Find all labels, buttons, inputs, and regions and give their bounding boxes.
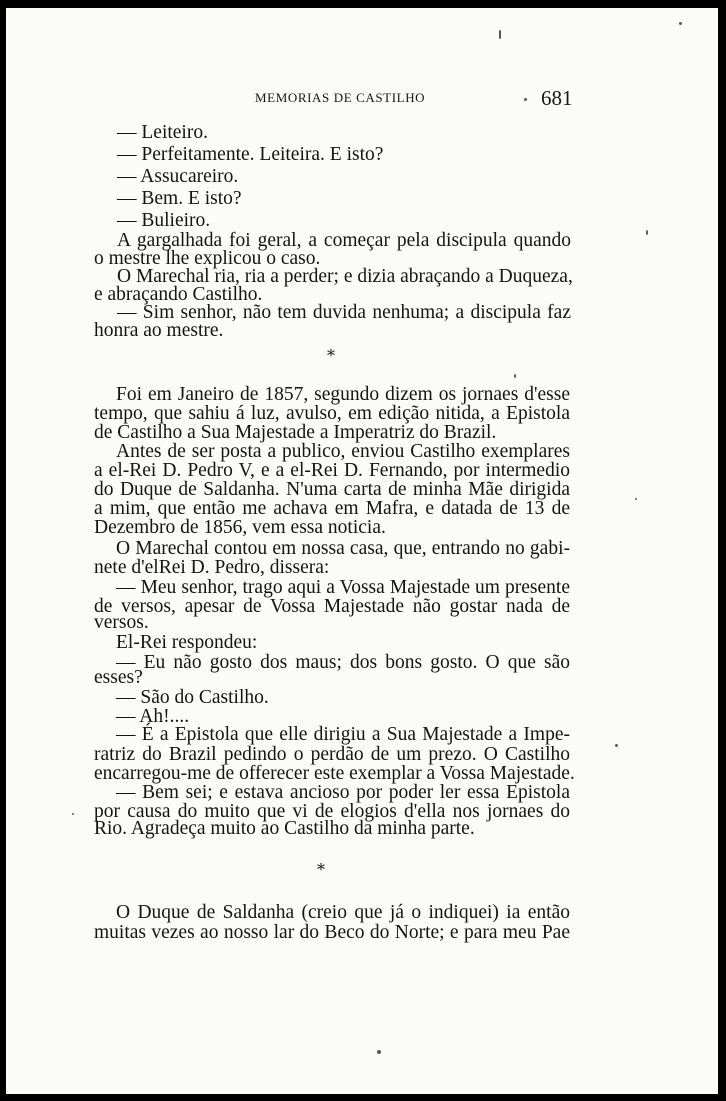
- text-line: — São do Castilho.: [116, 687, 269, 708]
- text-line: versos.: [94, 612, 149, 633]
- scan-mark: [524, 98, 527, 101]
- text-line: O Marechal ria, ria a perder; e dizia abraçando a Duqueza,: [117, 266, 573, 287]
- page-number: 681: [541, 86, 573, 110]
- scan-mark: [615, 744, 618, 747]
- text-line: Dezembro de 1856, vem essa noticia.: [94, 517, 386, 538]
- text-line: — É a Epistola que elle dirigiu a Sua Majestade a Impe-: [116, 724, 570, 745]
- text-line: — Leiteiro.: [117, 122, 208, 143]
- text-line: — Sim senhor, não tem duvida nenhuma; a discipula faz: [117, 302, 571, 323]
- text-line: Rio. Agradeça muito ao Castilho da minha parte.: [94, 818, 475, 839]
- text-line: — Meu senhor, trago aqui a Vossa Majestade um presente: [116, 577, 570, 598]
- scan-mark: [514, 374, 516, 378]
- text-line: — Eu não gosto dos maus; dos bons gosto. O que são: [116, 652, 570, 673]
- text-line: esses?: [94, 667, 143, 688]
- text-line: tempo, que sahiu á luz, avulso, em edição nitida, a Epistola: [94, 403, 570, 424]
- scan-mark: [72, 813, 74, 815]
- scan-mark: [646, 230, 648, 235]
- text-line: Foi em Janeiro de 1857, segundo dizem os jornaes d'esse: [116, 384, 570, 405]
- section-separator: *: [327, 346, 335, 365]
- text-line: O Marechal contou em nossa casa, que, entrando no gabi-: [116, 538, 570, 559]
- text-line: nete d'elRei D. Pedro, dissera:: [94, 557, 330, 578]
- text-line: encarregou-me de offerecer este exemplar a Vossa Majestade.: [94, 763, 575, 784]
- scan-mark: [635, 498, 637, 500]
- page-header: [6, 88, 718, 110]
- scan-mark: [377, 1050, 381, 1054]
- text-line: — Bem. E isto?: [117, 188, 242, 209]
- text-line: de Castilho a Sua Majestade a Imperatriz do Brazil.: [94, 422, 497, 443]
- scan-mark: [679, 22, 682, 25]
- book-page: [6, 8, 718, 1094]
- text-line: muitas vezes ao nosso lar do Beco do Norte; e para meu Pae: [94, 922, 570, 943]
- text-line: A gargalhada foi geral, a começar pela discipula quando: [117, 230, 571, 251]
- text-line: Antes de ser posta a publico, enviou Castilho exemplares: [116, 441, 570, 462]
- text-line: ratriz do Brazil pedindo o perdão de um prezo. O Castilho: [94, 744, 570, 765]
- text-line: do Duque de Saldanha. N'uma carta de minha Mãe dirigida: [94, 479, 570, 500]
- text-line: de versos, apesar de Vossa Majestade não gostar nada de: [94, 596, 570, 617]
- text-line: — Bulieiro.: [117, 210, 211, 231]
- text-line: — Perfeitamente. Leiteira. E isto?: [117, 144, 384, 165]
- text-line: — Ah!....: [116, 706, 190, 727]
- text-line: o mestre lhe explicou o caso.: [94, 248, 321, 269]
- text-line: e abraçando Castilho.: [94, 284, 263, 305]
- text-line: a mim, que então me achava em Mafra, e datada de 13 de: [94, 498, 570, 519]
- text-line: — Assucareiro.: [117, 166, 239, 187]
- text-line: — Bem sei; e estava ancioso por poder ler essa Epistola: [116, 782, 570, 803]
- text-line: O Duque de Saldanha (creio que já o indiquei) ia então: [116, 902, 570, 923]
- text-line: por causa do muito que vi de elogios d'ella nos jornaes do: [94, 801, 570, 822]
- text-line: a el-Rei D. Pedro V, e a el-Rei D. Fernando, por intermedio: [94, 460, 570, 481]
- text-line: El-Rei respondeu:: [116, 632, 258, 653]
- scan-mark: [499, 30, 501, 39]
- text-line: honra ao mestre.: [94, 320, 224, 341]
- running-title: MEMORIAS DE CASTILHO: [255, 90, 426, 105]
- section-separator: *: [317, 860, 325, 879]
